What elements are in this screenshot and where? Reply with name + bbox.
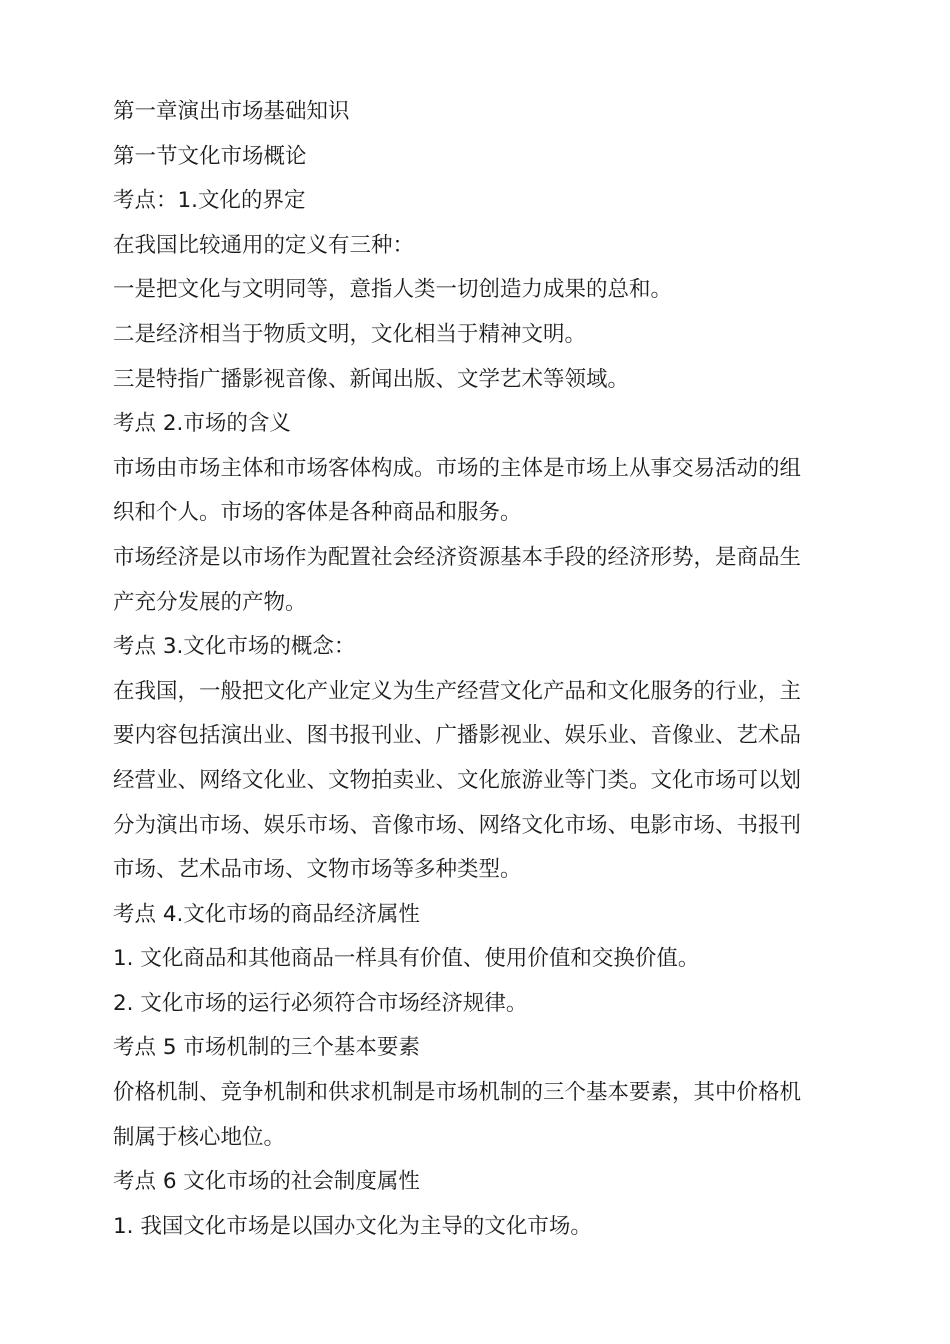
paragraph-line: 价格机制、竞争机制和供求机制是市场机制的三个基本要素，其中价格机 xyxy=(113,1080,802,1106)
point1-item: 三是特指广播影视音像、新闻出版、文学艺术等领域。 xyxy=(113,366,630,392)
point6-item: 1. 我国文化市场是以国办文化为主导的文化市场。 xyxy=(113,1213,592,1239)
point1-intro: 在我国比较通用的定义有三种： xyxy=(113,232,415,258)
paragraph-line: 产充分发展的产物。 xyxy=(113,589,307,615)
point2-paragraph-2 xyxy=(113,536,843,625)
paragraph-line: 在我国，一般把文化产业定义为生产经营文化产品和文化服务的行业，主 xyxy=(113,678,802,704)
paragraph-line: 经营业、网络文化业、文物拍卖业、文化旅游业等门类。文化市场可以划 xyxy=(113,767,802,793)
point5-heading: 考点 5 市场机制的三个基本要素 xyxy=(113,1035,420,1061)
point4-heading: 考点 4.文化市场的商品经济属性 xyxy=(113,901,420,927)
point1-item: 二是经济相当于物质文明，文化相当于精神文明。 xyxy=(113,321,587,347)
point2-heading: 考点 2.市场的含义 xyxy=(113,411,291,437)
paragraph-line: 分为演出市场、娱乐市场、音像市场、网络文化市场、电影市场、书报刊 xyxy=(113,812,802,838)
document-body xyxy=(113,90,843,1249)
point5-paragraph xyxy=(113,1071,843,1160)
point2-paragraph-1 xyxy=(113,447,843,536)
paragraph-line: 市场经济是以市场作为配置社会经济资源基本手段的经济形势，是商品生 xyxy=(113,544,802,570)
point4-item: 1. 文化商品和其他商品一样具有价值、使用价值和交换价值。 xyxy=(113,946,700,972)
paragraph-line: 市场由市场主体和市场客体构成。市场的主体是市场上从事交易活动的组 xyxy=(113,455,802,481)
section-title: 第一节文化市场概论 xyxy=(113,143,307,169)
paragraph-line: 织和个人。市场的客体是各种商品和服务。 xyxy=(113,500,522,526)
paragraph-line: 要内容包括演出业、图书报刊业、广播影视业、娱乐业、音像业、艺术品 xyxy=(113,723,802,749)
point1-heading: 考点：1.文化的界定 xyxy=(113,188,306,214)
point4-item: 2. 文化市场的运行必须符合市场经济规律。 xyxy=(113,990,528,1016)
paragraph-line: 市场、艺术品市场、文物市场等多种类型。 xyxy=(113,857,522,883)
paragraph-line: 制属于核心地位。 xyxy=(113,1124,286,1150)
point3-paragraph xyxy=(113,670,843,893)
point1-item: 一是把文化与文明同等，意指人类一切创造力成果的总和。 xyxy=(113,277,673,303)
point3-heading: 考点 3.文化市场的概念： xyxy=(113,634,356,660)
chapter-title: 第一章演出市场基础知识 xyxy=(113,99,350,124)
point6-heading: 考点 6 文化市场的社会制度属性 xyxy=(113,1169,420,1195)
